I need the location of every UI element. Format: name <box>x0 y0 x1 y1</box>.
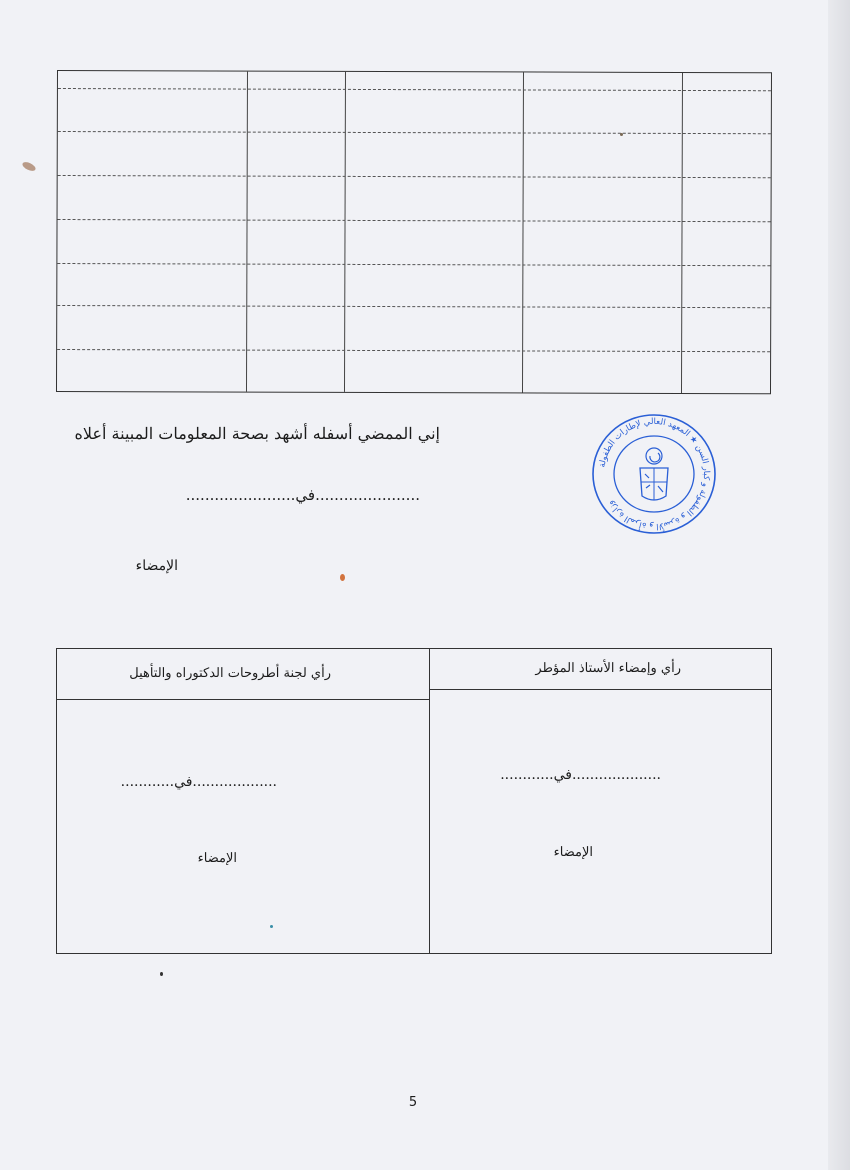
table-column-divider <box>681 73 683 393</box>
table-row-divider <box>57 305 770 308</box>
scan-page-edge <box>828 0 850 1170</box>
table-row-divider <box>58 131 771 134</box>
scan-speck <box>160 972 163 976</box>
table-row-divider <box>57 263 770 266</box>
committee-signature-label: الإمضاء <box>197 851 237 866</box>
table-row-divider <box>58 175 771 178</box>
table-row-divider <box>58 219 771 222</box>
table-row-divider <box>58 88 771 91</box>
table-column-divider <box>246 72 248 392</box>
table-column-divider <box>344 72 346 392</box>
scan-speck <box>270 925 273 928</box>
opinion-column-divider <box>429 649 430 953</box>
scan-speck <box>340 574 345 581</box>
supervisor-opinion-title: رأي وإمضاء الأستاذ المؤطر <box>535 661 681 676</box>
table-row-divider <box>57 349 770 352</box>
table-column-divider <box>522 72 524 392</box>
opinion-signature-table <box>56 648 772 954</box>
committee-opinion-title: رأي لجنة أطروحات الدكتوراه والتأهيل <box>129 666 331 681</box>
supervisor-signature-label: الإمضاء <box>553 845 593 860</box>
opinion-header-divider <box>57 699 429 700</box>
supervisor-date-line: ....................في............ <box>500 767 661 783</box>
info-table <box>56 70 772 394</box>
declaration-signature-label: الإمضاء <box>135 558 178 574</box>
committee-date-line: ...................في............ <box>120 774 277 790</box>
declaration-date-line: ......................في....................... <box>185 486 420 504</box>
opinion-header-divider <box>429 689 771 690</box>
institution-seal-stamp <box>590 412 718 536</box>
svg-text:وزارة المرأة و الأسرة و الطفول: وزارة المرأة و الأسرة و الطفولة و كبار السن ★ المعهد العالي لإطارات الطفولة <box>597 416 712 532</box>
declaration-statement: إني الممضي أسفله أشهد بصحة المعلومات المبينة أعلاه <box>74 424 440 443</box>
scan-speck <box>21 160 37 172</box>
scan-speck <box>620 133 623 136</box>
page-number: 5 <box>408 1095 418 1110</box>
